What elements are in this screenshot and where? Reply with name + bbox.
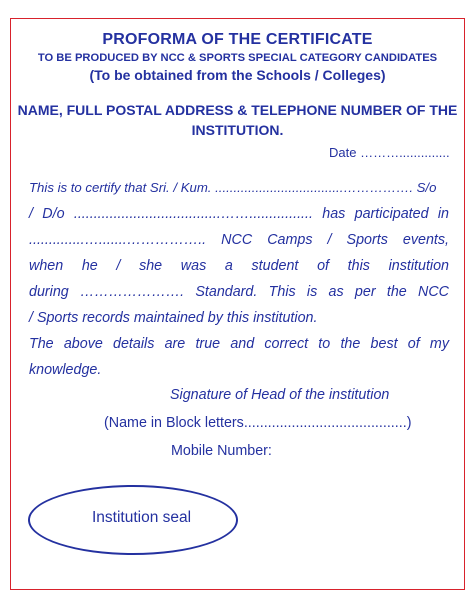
institution-seal-label: Institution seal	[92, 509, 192, 526]
declaration-line-2: knowledge.	[29, 362, 102, 378]
block-letters-field: (Name in Block letters.........................................)	[104, 415, 412, 431]
signature-label: Signature of Head of the institution	[170, 387, 390, 403]
mobile-number-field: Mobile Number:	[171, 443, 272, 459]
certify-line-2: / D/o .....................................……................ has participated in	[29, 206, 449, 222]
institution-heading-line2: INSTITUTION.	[191, 122, 284, 138]
certify-line-1: This is to certify that Sri. / Kum. ...................................……………. S/o	[29, 180, 437, 195]
certify-line-6: / Sports records maintained by this institution.	[29, 310, 318, 326]
proforma-subtitle: TO BE PRODUCED BY NCC & SPORTS SPECIAL CATEGORY CANDIDATES	[37, 52, 438, 64]
declaration-line-1: The above details are true and correct to the best of my	[29, 336, 449, 352]
institution-heading-line1: NAME, FULL POSTAL ADDRESS & TELEPHONE NUMBER OF THE	[17, 102, 458, 118]
certify-line-3: ..............….......…………….. NCC Camps / Sports events,	[29, 232, 449, 248]
certify-line-4: when he / she was a student of this institution	[29, 258, 449, 274]
proforma-title: PROFORMA OF THE CERTIFICATE	[102, 31, 373, 48]
date-field: Date ………..............	[329, 145, 450, 160]
proforma-note: (To be obtained from the Schools / Colleges)	[89, 67, 386, 83]
certify-line-5: during …………………. Standard. This is as per the NCC	[29, 284, 449, 300]
